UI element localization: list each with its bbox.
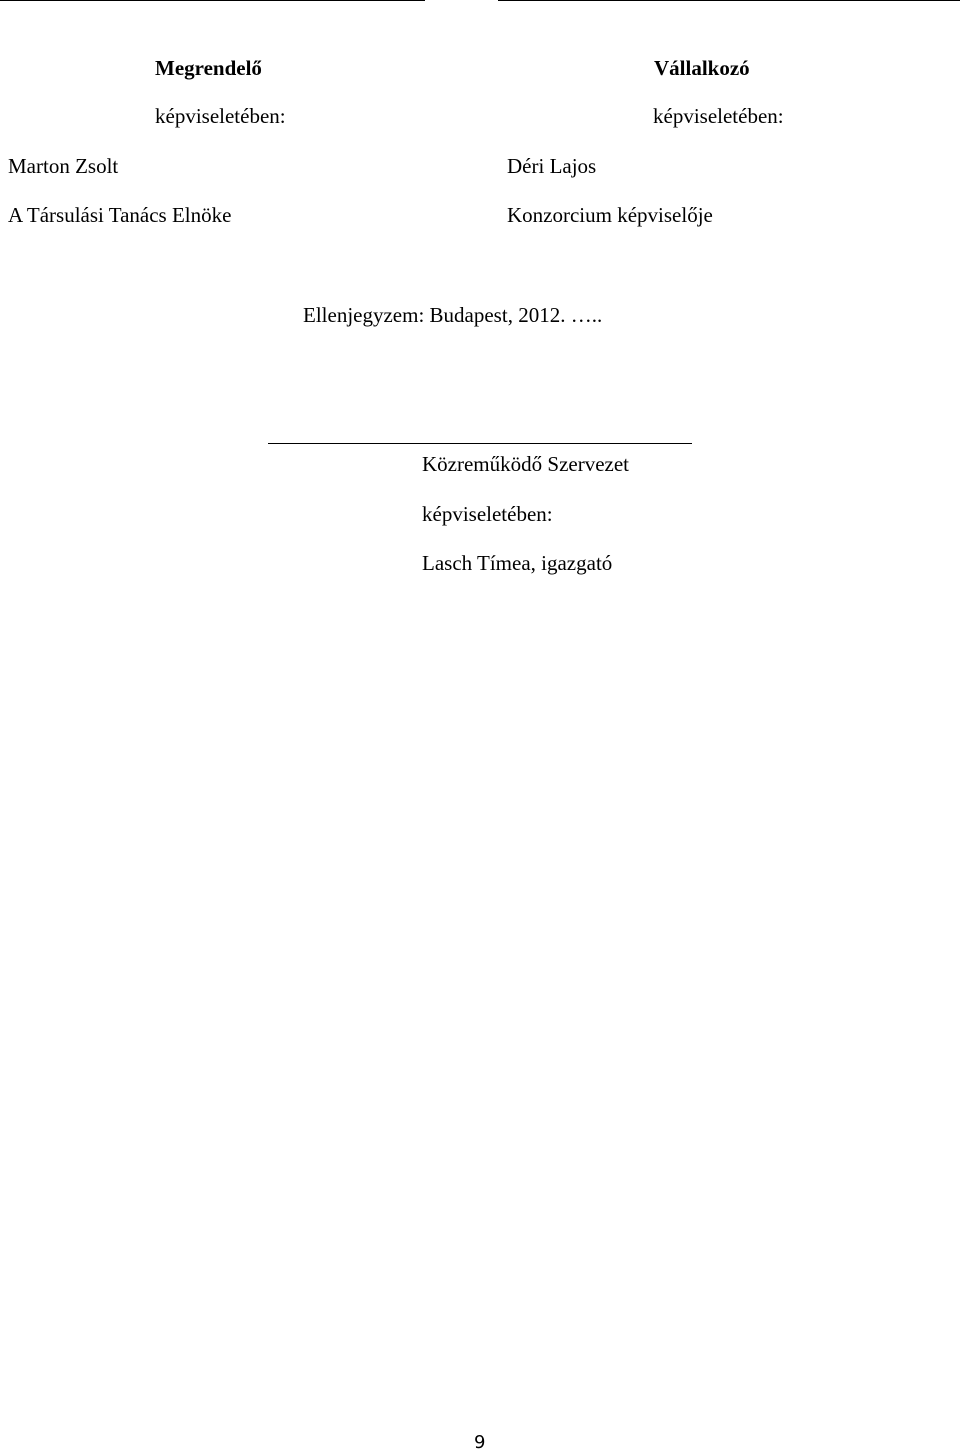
right-party-title: Konzorcium képviselője	[507, 203, 713, 227]
left-party-title: A Társulási Tanács Elnöke	[8, 203, 232, 227]
right-party-name: Déri Lajos	[507, 154, 597, 178]
intermediary-signature-line	[268, 443, 692, 444]
intermediary-represented: képviseletében:	[422, 502, 553, 526]
left-party-role: Megrendelő	[155, 56, 262, 80]
intermediary-org: Közreműködő Szervezet	[422, 452, 629, 476]
left-signature-line	[0, 0, 425, 1]
right-party-role: Vállalkozó	[654, 56, 750, 80]
left-party-represented: képviseletében:	[155, 104, 286, 128]
right-signature-line	[498, 0, 960, 1]
left-party-name: Marton Zsolt	[8, 154, 119, 178]
countersign-line: Ellenjegyzem: Budapest, 2012. …..	[303, 303, 603, 327]
right-party-represented: képviseletében:	[653, 104, 784, 128]
page-number: 9	[474, 1432, 486, 1453]
intermediary-name: Lasch Tímea, igazgató	[422, 551, 613, 575]
